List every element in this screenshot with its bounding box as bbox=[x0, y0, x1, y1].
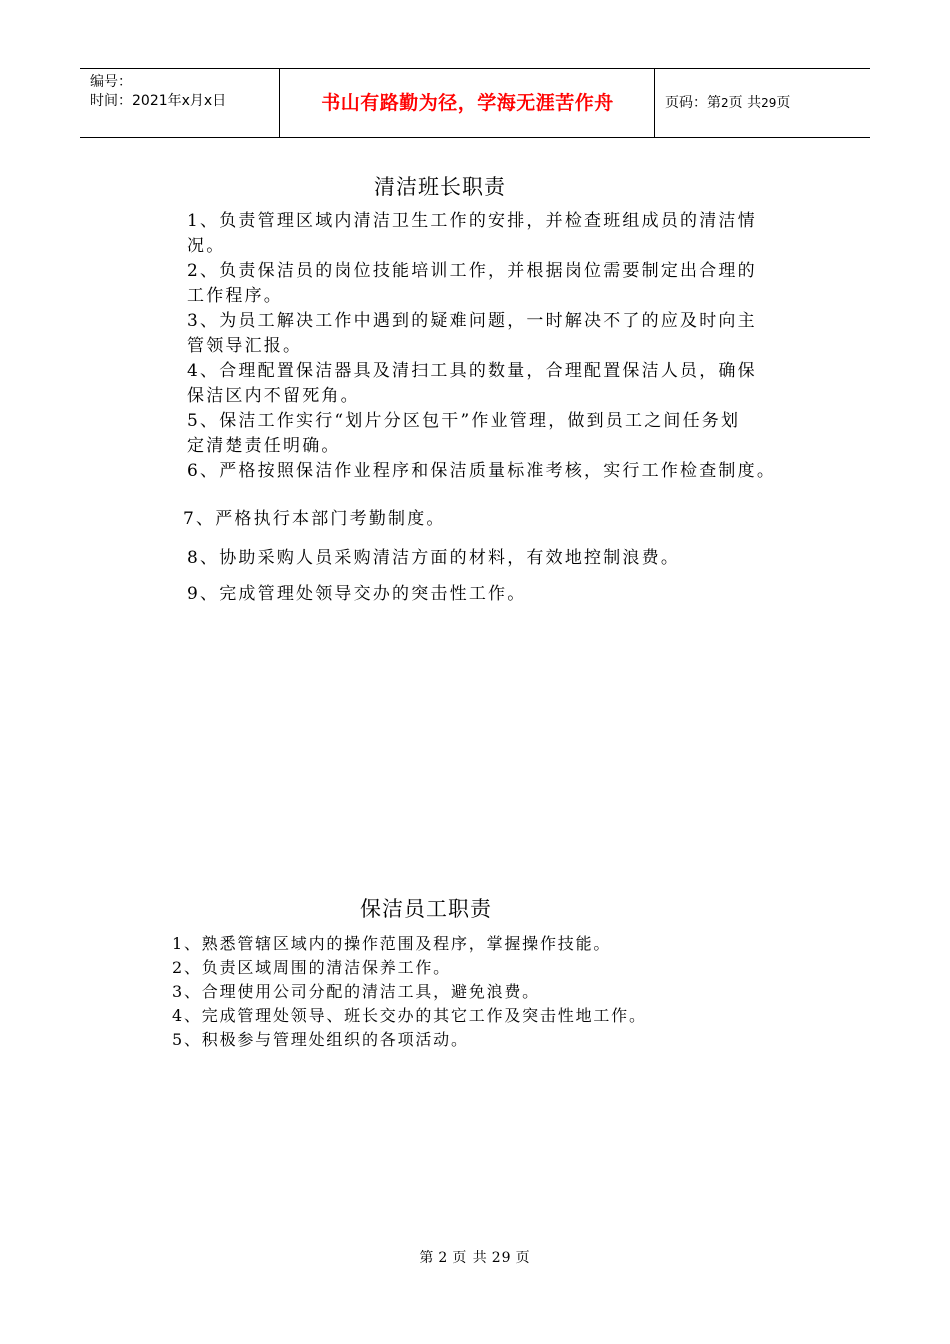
section2-list bbox=[172, 932, 647, 1052]
page-footer bbox=[0, 1247, 950, 1267]
section1-line: 定清楚责任明确。 bbox=[187, 436, 341, 456]
section2-item: 4、完成管理处领导、班长交办的其它工作及突击性地工作。 bbox=[172, 1006, 647, 1025]
section1-item-7: 7、严格执行本部门考勤制度。 bbox=[183, 509, 446, 529]
document-date: 时间：2021年x月x日 bbox=[90, 93, 227, 109]
footer-prefix: 第 bbox=[419, 1250, 435, 1266]
document-code-label: 编号： bbox=[90, 74, 132, 90]
section1-item-8: 8、协助采购人员采购清洁方面的材料，有效地控制浪费。 bbox=[187, 548, 681, 568]
footer-total: 29 bbox=[491, 1250, 512, 1266]
header-meta-cell bbox=[80, 69, 280, 137]
section2-item: 3、合理使用公司分配的清洁工具，避免浪费。 bbox=[172, 982, 540, 1001]
section1-line: 工作程序。 bbox=[187, 286, 283, 306]
header-table bbox=[80, 68, 870, 138]
section2-item: 1、熟悉管辖区域内的操作范围及程序，掌握操作技能。 bbox=[172, 934, 612, 953]
header-page-info bbox=[655, 69, 870, 137]
section1-line: 6、严格按照保洁作业程序和保洁质量标准考核，实行工作检查制度。 bbox=[187, 461, 777, 481]
page-total: 29 bbox=[761, 96, 777, 110]
section2-item: 5、积极参与管理处组织的各项活动。 bbox=[172, 1030, 469, 1049]
footer-suffix: 页 bbox=[515, 1250, 531, 1266]
section2-item: 2、负责区域周围的清洁保养工作。 bbox=[172, 958, 451, 977]
section1-title: 清洁班长职责 bbox=[374, 175, 506, 199]
page-number: 2 bbox=[721, 96, 729, 110]
page-mid: 页 共 bbox=[728, 95, 762, 111]
footer-page: 2 bbox=[438, 1250, 449, 1266]
section2-title: 保洁员工职责 bbox=[360, 897, 492, 921]
header-motto: 书山有路勤为径，学海无涯苦作舟 bbox=[281, 69, 655, 137]
section1-item-9: 9、完成管理处领导交办的突击性工作。 bbox=[187, 584, 527, 604]
section1-body bbox=[187, 209, 776, 484]
section1-line: 1、负责管理区域内清洁卫生工作的安排，并检查班组成员的清洁情 bbox=[187, 211, 757, 231]
page-suffix: 页 bbox=[776, 95, 791, 111]
footer-mid: 页 共 bbox=[452, 1250, 488, 1266]
section1-line: 4、合理配置保洁器具及清扫工具的数量，合理配置保洁人员，确保 bbox=[187, 361, 757, 381]
section1-line: 管领导汇报。 bbox=[187, 336, 303, 356]
section1-line: 3、为员工解决工作中遇到的疑难问题，一时解决不了的应及时向主 bbox=[187, 311, 757, 331]
section1-line: 况。 bbox=[187, 236, 226, 256]
page-prefix: 页码：第 bbox=[665, 95, 721, 111]
section1-line: 2、负责保洁员的岗位技能培训工作，并根据岗位需要制定出合理的 bbox=[187, 261, 757, 281]
section1-line: 5、保洁工作实行“划片分区包干”作业管理，做到员工之间任务划 bbox=[187, 411, 741, 431]
section1-line: 保洁区内不留死角。 bbox=[187, 386, 360, 406]
